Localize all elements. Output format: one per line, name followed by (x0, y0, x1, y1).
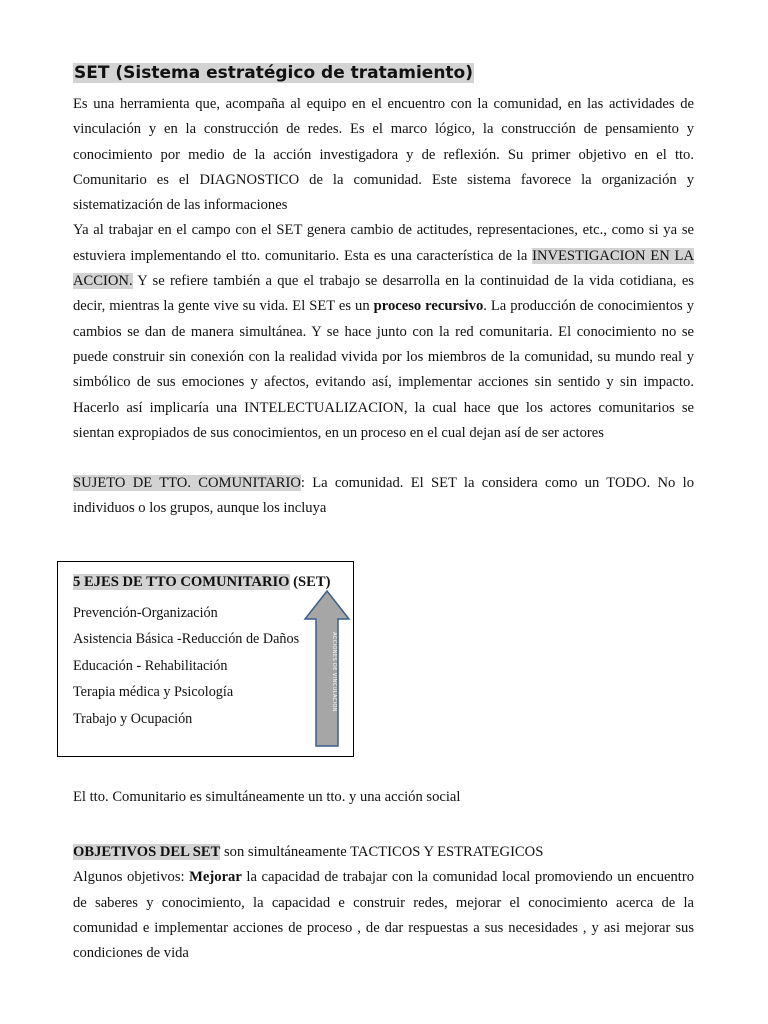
list-item: Asistencia Básica -Reducción de Daños (73, 631, 300, 648)
investigation-paragraph (73, 218, 694, 446)
ejes-title-suffix: (SET) (289, 574, 331, 590)
objectives-highlight: OBJETIVOS DEL SET (73, 844, 221, 860)
list-item: Prevención-Organización (73, 605, 218, 621)
list-item: Terapia médica y Psicología (73, 684, 234, 701)
objectives-paragraph (73, 865, 694, 966)
subject-text: : La comunidad. El SET la considera como un TODO. No lo individuos o los grupos, aunque los incluya (73, 475, 694, 517)
list-item: Educación - Rehabilitación (73, 657, 228, 674)
investigation-text-start: Ya al trabajar en el campo con el SET genera cambio de actitudes, representaciones, etc., como si ya se estuviera implementando el tto. comunitario. Esta es una característica de la (73, 222, 694, 264)
title-highlight: SET (Sistema estratégico de tratamiento) (74, 63, 473, 83)
social-action-line: El tto. Comunitario es simultáneamente un tto. y una acción social (73, 789, 461, 805)
intro-paragraph: Es una herramienta que, acompaña al equipo en el encuentro con la comunidad, en las actividades de vinculación y en la construcción de redes. Es el marco lógico, la construcción de pensamiento y conocimiento por medio de la acción investigadora y de reflexión. Su primer objetivo en el tto. Comunitario es el DIAGNOSTICO de la comunidad. Este sistema favorece la organización y sistematización de las informaciones (73, 96, 694, 214)
arrow-label-text: ACCIONES DE VINCULACION (331, 632, 337, 712)
investigation-text-end: . La producción de conocimientos y cambios se dan de manera simultánea. Y se hace junto con la red comunitaria. El conocimiento no se puede construir sin conexión con la realidad vivida por los miembros de la comunidad, su mundo real y simbólico de sus emociones y afectos, evitando así, implementar acciones sin sentido y sin impacto. Hacerlo así implicaría una INTELECTUALIZACION, la cual hace que los actores comunitarios se sientan expropiados de sus conocimientos, en un proceso en el cual dejan así de ser actores (73, 298, 694, 441)
ejes-title-highlight: 5 EJES DE TTO COMUNITARIO (73, 574, 290, 590)
investigation-highlight: INVESTIGACION EN LA ACCION. (73, 247, 694, 290)
objectives-text: la capacidad de trabajar con la comunidad local promoviendo un encuentro de saberes y conocimiento, la capacidad e construir redes, mejorar el conocimiento acerca de la comunidad e implementar acciones de proceso , de dar respuestas a sus necesidades , y asi mejorar sus condiciones de vida (73, 869, 694, 962)
recursive-process-bold: proceso recursivo (373, 298, 484, 315)
subject-highlight: SUJETO DE TTO. COMUNITARIO (73, 475, 301, 492)
ejes-list (73, 600, 299, 732)
objectives-lead: Algunos objetivos: (73, 869, 190, 886)
list-item: Trabajo y Ocupación (73, 710, 193, 727)
document-title (73, 60, 694, 86)
ejes-title (73, 574, 330, 591)
objectives-heading-text: son simultáneamente TACTICOS Y ESTRATEGICOS (220, 844, 544, 860)
investigation-text-middle: Y se refiere también a que el trabajo se desarrolla en la continuidad de la vida cotidiana, es decir, mientras la gente vive su vida. El SET es un (73, 273, 694, 315)
objectives-section (73, 840, 694, 966)
improve-bold: Mejorar (189, 869, 242, 886)
objectives-heading (73, 840, 694, 865)
ejes-box (57, 561, 354, 757)
subject-paragraph (73, 471, 694, 522)
document-page (73, 60, 694, 522)
arrow-label (294, 632, 374, 712)
